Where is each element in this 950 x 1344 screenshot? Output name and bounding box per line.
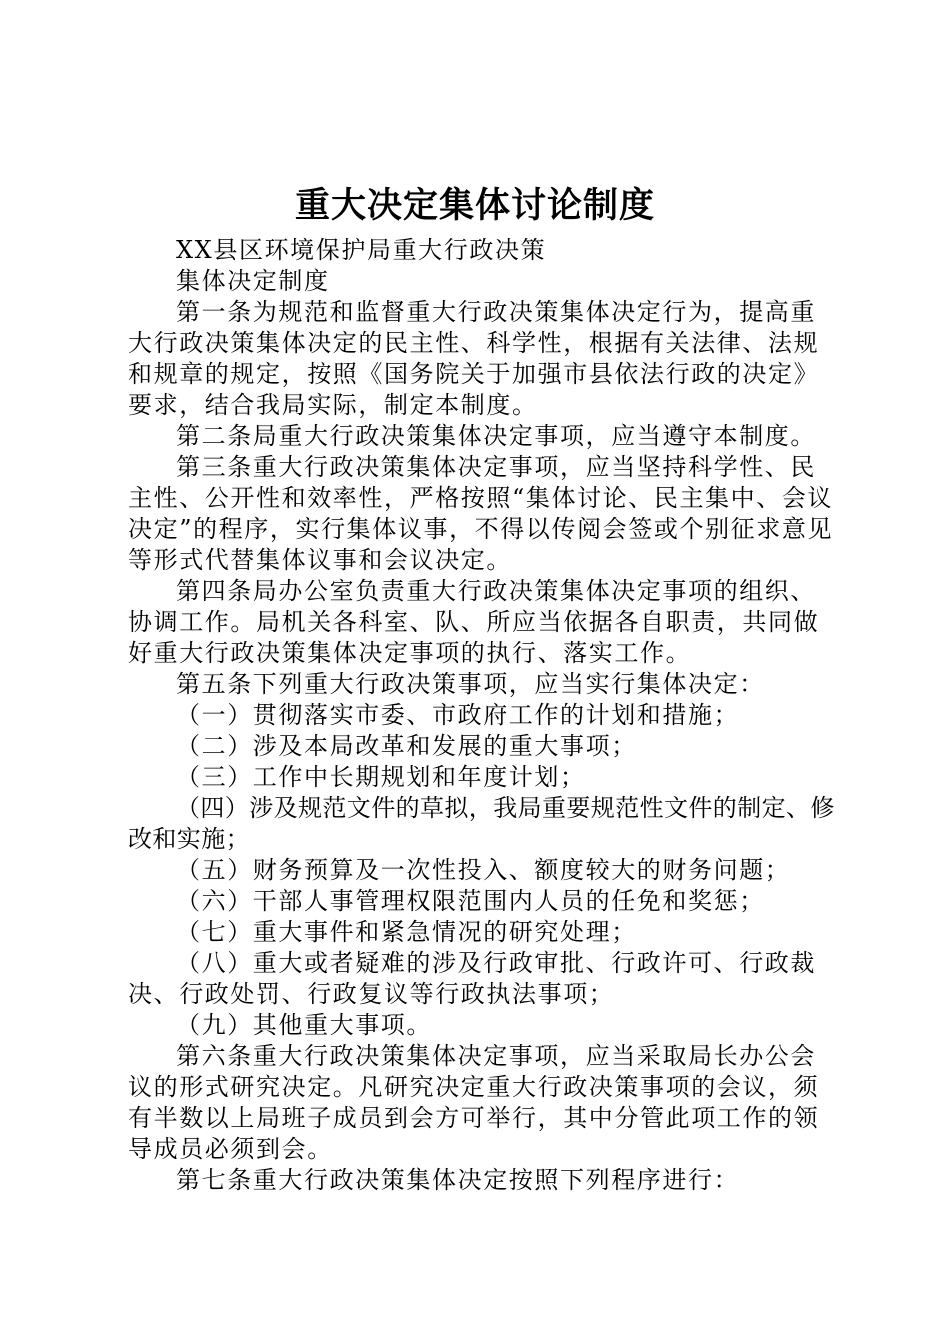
document-title: 重大决定集体讨论制度 (294, 186, 655, 226)
list-item-6: （六）干部人事管理权限范围内人员的任免和奖惩； (176, 887, 765, 915)
list-item-7: （七）重大事件和紧急情况的研究处理； (176, 918, 637, 946)
paragraph-article-6: 第六条重大行政决策集体决定事项，应当采取局长办公会议的形式研究决定。凡研究决定重大行政决策事项的会议，须有半数以上局班子成员到会方可举行，其中分管此项工作的领导成员必须到会。 (128, 1042, 820, 1163)
paragraph-article-1: 第一条为规范和监督重大行政决策集体决定行为，提高重大行政决策集体决定的民主性、科学性，根据有关法律、法规和规章的规定，按照《国务院关于加强市县依法行政的决定》要求，结合我局实际，制定本制度。 (128, 298, 820, 419)
paragraph-article-4: 第四条局办公室负责重大行政决策集体决定事项的组织、协调工作。局机关各科室、队、所应当依据各自职责，共同做好重大行政决策集体决定事项的执行、落实工作。 (128, 577, 820, 667)
list-item-4: （四）涉及规范文件的草拟，我局重要规范性文件的制定、修改和实施； (128, 794, 835, 853)
document-body (128, 235, 838, 1196)
paragraph-article-2: 第二条局重大行政决策集体决定事项，应当遵守本制度。 (176, 422, 816, 450)
list-item-8: （八）重大或者疑难的涉及行政审批、行政许可、行政裁决、行政处罚、行政复议等行政执法事项； (128, 949, 816, 1008)
paragraph-article-7: 第七条重大行政决策集体决定按照下列程序进行： (176, 1166, 740, 1194)
list-item-1: （一）贯彻落实市委、市政府工作的计划和措施； (176, 701, 740, 729)
paragraph-article-3: 第三条重大行政决策集体决定事项，应当坚持科学性、民主性、公开性和效率性，严格按照“集体讨论、民主集中、会议决定”的程序，实行集体议事，不得以传阅会签或个别征求意见等形式代替集体议事和会议决定。 (128, 453, 834, 574)
list-item-5: （五）财务预算及一次性投入、额度较大的财务问题； (176, 856, 791, 884)
list-item-2: （二）涉及本局改革和发展的重大事项； (176, 732, 637, 760)
list-item-9: （九）其他重大事项。 (176, 1011, 432, 1039)
list-item-3: （三）工作中长期规划和年度计划； (176, 763, 586, 791)
paragraph-subtitle-line-2: 集体决定制度 (176, 267, 330, 295)
paragraph-article-5: 第五条下列重大行政决策事项，应当实行集体决定： (176, 670, 765, 698)
paragraph-subtitle-line-1: XX县区环境保护局重大行政决策 (176, 236, 547, 264)
